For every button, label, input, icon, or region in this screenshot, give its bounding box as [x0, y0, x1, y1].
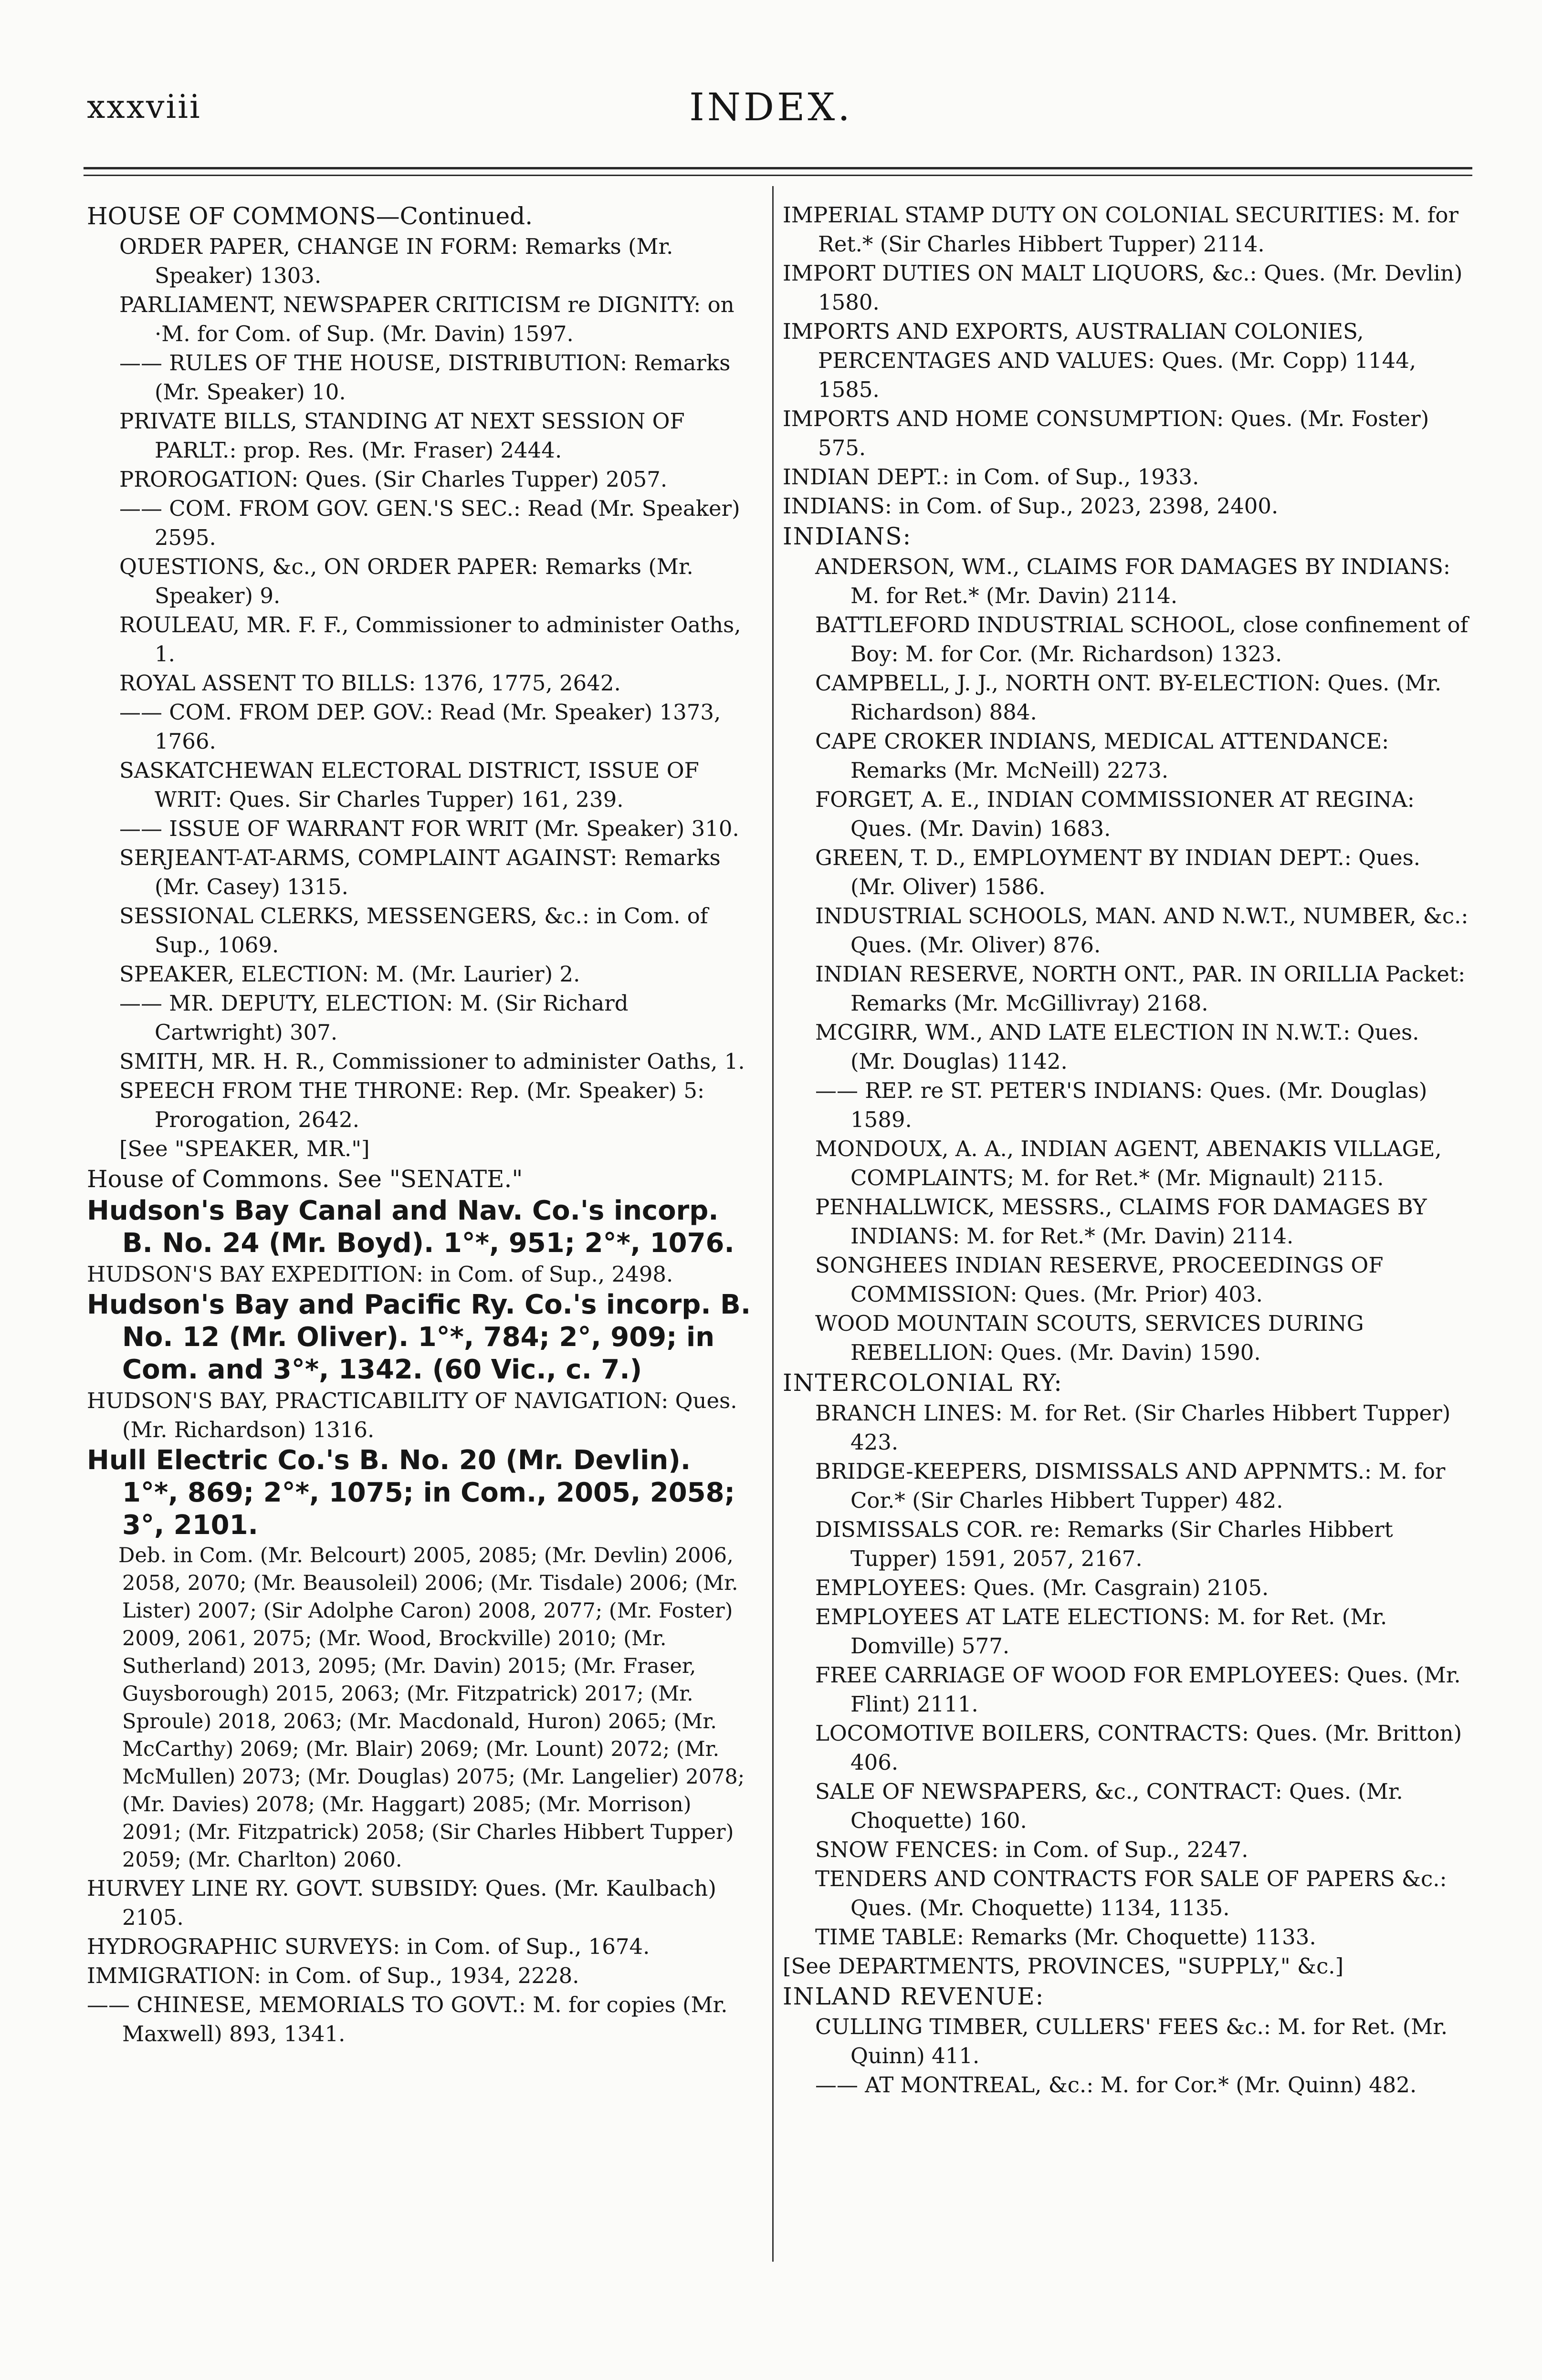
index-entry: Hudson's Bay and Pacific Ry. Co.'s incorp. B. No. 12 (Mr. Oliver). 1°*, 784; 2°, 909; in Com. and 3°*, 1342. (60 Vic., c. 7.) [87, 1289, 751, 1385]
index-entry: HUDSON'S BAY EXPEDITION: in Com. of Sup., 2498. [87, 1262, 673, 1287]
index-entry: FREE CARRIAGE OF WOOD FOR EMPLOYEES: Ques. (Mr. Flint) 2111. [815, 1662, 1461, 1717]
index-entry: TIME TABLE: Remarks (Mr. Choquette) 1133. [815, 1924, 1316, 1950]
index-entry: MONDOUX, A. A., INDIAN AGENT, ABENAKIS VILLAGE, COMPLAINTS; M. for Ret.* (Mr. Mignault) 2115. [815, 1136, 1442, 1190]
index-entry: IMPORT DUTIES ON MALT LIQUORS, &c.: Ques. (Mr. Devlin) 1580. [783, 261, 1463, 315]
index-entry: PARLIAMENT, NEWSPAPER CRITICISM re DIGNITY: on ·M. for Com. of Sup. (Mr. Davin) 1597. [119, 292, 734, 346]
left-column [87, 200, 755, 2048]
index-entry: INDUSTRIAL SCHOOLS, MAN. AND N.W.T., NUMBER, &c.: Ques. (Mr. Oliver) 876. [815, 903, 1469, 958]
index-entry: GREEN, T. D., EMPLOYMENT BY INDIAN DEPT.: Ques. (Mr. Oliver) 1586. [815, 845, 1421, 899]
index-entry: SNOW FENCES: in Com. of Sup., 2247. [815, 1837, 1248, 1862]
index-entry: IMMIGRATION: in Com. of Sup., 1934, 2228. [87, 1963, 579, 1988]
index-entry: Hudson's Bay Canal and Nav. Co.'s incorp. B. No. 24 (Mr. Boyd). 1°*, 951; 2°*, 1076. [87, 1195, 734, 1259]
index-entry: INDIAN RESERVE, NORTH ONT., PAR. IN ORILLIA Packet: Remarks (Mr. McGillivray) 2168. [815, 961, 1466, 1016]
header-rule-thin [84, 175, 1472, 176]
index-entry: —— AT MONTREAL, &c.: M. for Cor.* (Mr. Quinn) 482. [815, 2072, 1417, 2098]
index-entry: WOOD MOUNTAIN SCOUTS, SERVICES DURING REBELLION: Ques. (Mr. Davin) 1590. [815, 1311, 1364, 1365]
index-entry: ORDER PAPER, CHANGE IN FORM: Remarks (Mr. Speaker) 1303. [119, 234, 673, 288]
index-entry: EMPLOYEES AT LATE ELECTIONS: M. for Ret. (Mr. Domville) 577. [815, 1604, 1387, 1659]
index-entry: Hull Electric Co.'s B. No. 20 (Mr. Devlin). 1°*, 869; 2°*, 1075; in Com., 2005, 2058; 3°, 2101. [87, 1445, 735, 1541]
index-entry: PRIVATE BILLS, STANDING AT NEXT SESSION OF PARLT.: prop. Res. (Mr. Fraser) 2444. [119, 408, 685, 463]
index-entry: PROROGATION: Ques. (Sir Charles Tupper) 2057. [119, 467, 668, 492]
index-entry: IMPORTS AND EXPORTS, AUSTRALIAN COLONIES, PERCENTAGES AND VALUES: Ques. (Mr. Copp) 1144, 1585. [783, 319, 1416, 402]
index-entry: —— ISSUE OF WARRANT FOR WRIT (Mr. Speaker) 310. [119, 816, 739, 841]
index-entry: INDIANS: in Com. of Sup., 2023, 2398, 2400. [783, 493, 1279, 519]
index-entry: INTERCOLONIAL RY: [783, 1369, 1063, 1397]
index-entry: INDIAN DEPT.: in Com. of Sup., 1933. [783, 464, 1199, 490]
index-entry: [See DEPARTMENTS, PROVINCES, "SUPPLY," &c.] [783, 1953, 1344, 1979]
index-entry: SPEECH FROM THE THRONE: Rep. (Mr. Speaker) 5: Prorogation, 2642. [119, 1078, 705, 1132]
index-entry: SESSIONAL CLERKS, MESSENGERS, &c.: in Com. of Sup., 1069. [119, 903, 708, 958]
index-entry: —— CHINESE, MEMORIALS TO GOVT.: M. for copies (Mr. Maxwell) 893, 1341. [87, 1992, 728, 2046]
column-divider [772, 186, 774, 2262]
index-entry: SERJEANT-AT-ARMS, COMPLAINT AGAINST: Remarks (Mr. Casey) 1315. [119, 845, 721, 899]
index-entry: INDIANS: [783, 522, 912, 550]
header-rule [84, 167, 1472, 169]
index-entry: INLAND REVENUE: [783, 1983, 1045, 2010]
index-entry: EMPLOYEES: Ques. (Mr. Casgrain) 2105. [815, 1575, 1269, 1600]
index-entry: MCGIRR, WM., AND LATE ELECTION IN N.W.T.: Ques. (Mr. Douglas) 1142. [815, 1020, 1419, 1074]
index-entry: HUDSON'S BAY, PRACTICABILITY OF NAVIGATION: Ques. (Mr. Richardson) 1316. [87, 1388, 737, 1442]
index-entry: [See "SPEAKER, MR."] [119, 1136, 370, 1161]
index-entry: HOUSE OF COMMONS—Continued. [87, 202, 533, 230]
index-entry: SASKATCHEWAN ELECTORAL DISTRICT, ISSUE OF WRIT: Ques. Sir Charles Tupper) 161, 239. [119, 758, 699, 812]
index-entry: HURVEY LINE RY. GOVT. SUBSIDY: Ques. (Mr. Kaulbach) 2105. [87, 1876, 716, 1930]
index-entry: —— REP. re ST. PETER'S INDIANS: Ques. (Mr. Douglas) 1589. [815, 1078, 1427, 1132]
index-entry: SMITH, MR. H. R., Commissioner to administer Oaths, 1. [119, 1049, 745, 1074]
index-entry: —— COM. FROM GOV. GEN.'S SEC.: Read (Mr. Speaker) 2595. [119, 496, 740, 550]
page-title: INDEX. [689, 85, 853, 129]
index-entry: IMPORTS AND HOME CONSUMPTION: Ques. (Mr. Foster) 575. [783, 406, 1429, 460]
index-entry: ROYAL ASSENT TO BILLS: 1376, 1775, 2642. [119, 670, 621, 696]
index-entry: ROULEAU, MR. F. F., Commissioner to administer Oaths, 1. [119, 612, 741, 667]
index-entry: ANDERSON, WM., CLAIMS FOR DAMAGES BY INDIANS: M. for Ret.* (Mr. Davin) 2114. [815, 554, 1451, 608]
index-entry: SALE OF NEWSPAPERS, &c., CONTRACT: Ques. (Mr. Choquette) 160. [815, 1779, 1403, 1833]
index-entry: —— RULES OF THE HOUSE, DISTRIBUTION: Remarks (Mr. Speaker) 10. [119, 350, 731, 405]
index-entry: BRANCH LINES: M. for Ret. (Sir Charles Hibbert Tupper) 423. [815, 1400, 1451, 1455]
index-entry: CULLING TIMBER, CULLERS' FEES &c.: M. for Ret. (Mr. Quinn) 411. [815, 2014, 1448, 2068]
index-entry: FORGET, A. E., INDIAN COMMISSIONER AT REGINA: Ques. (Mr. Davin) 1683. [815, 787, 1415, 841]
index-entry: DISMISSALS COR. re: Remarks (Sir Charles Hibbert Tupper) 1591, 2057, 2167. [815, 1517, 1393, 1571]
index-entry: SONGHEES INDIAN RESERVE, PROCEEDINGS OF COMMISSION: Ques. (Mr. Prior) 403. [815, 1253, 1384, 1307]
index-entry: QUESTIONS, &c., ON ORDER PAPER: Remarks (Mr. Speaker) 9. [119, 554, 693, 608]
index-entry: BATTLEFORD INDUSTRIAL SCHOOL, close confinement of Boy: M. for Cor. (Mr. Richardson) 1323. [815, 612, 1469, 667]
index-entry: Deb. in Com. (Mr. Belcourt) 2005, 2085; (Mr. Devlin) 2006, 2058, 2070; (Mr. Beausoleil) 2006; (Mr. Tisdale) 2006; (Mr. Lister) 2007; (Sir Adolphe Caron) 2008, 2077; (Mr. Foster) 2009, 2061, 2075; (Mr. Wood, Brockville) 2010; (Mr. Sutherland) 2013, 2095; (Mr. Davin) 2015; (Mr. Fraser, Guysborough) 2015, 2063; (Mr. Fitzpatrick) 2017; (Mr. Sproule) 2018, 2063; (Mr. Macdonald, Huron) 2065; (Mr. McCarthy) 2069; (Mr. Blair) 2069; (Mr. Lount) 2072; (Mr. McMullen) 2073; (Mr. Douglas) 2075; (Mr. Langelier) 2078; (Mr. Davies) 2078; (Mr. Haggart) 2085; (Mr. Morrison) 2091; (Mr. Fitzpatrick) 2058; (Sir Charles Hibbert Tupper) 2059; (Mr. Charlton) 2060. [118, 1544, 745, 1872]
page-number: xxxviii [87, 88, 201, 126]
index-entry: House of Commons. See "SENATE." [87, 1165, 523, 1193]
index-entry: CAPE CROKER INDIANS, MEDICAL ATTENDANCE: Remarks (Mr. McNeill) 2273. [815, 729, 1389, 783]
index-entry: —— COM. FROM DEP. GOV.: Read (Mr. Speaker) 1373, 1766. [119, 699, 721, 754]
index-entry: CAMPBELL, J. J., NORTH ONT. BY-ELECTION: Ques. (Mr. Richardson) 884. [815, 670, 1442, 725]
index-entry: SPEAKER, ELECTION: M. (Mr. Laurier) 2. [119, 961, 580, 987]
index-entry: LOCOMOTIVE BOILERS, CONTRACTS: Ques. (Mr. Britton) 406. [815, 1721, 1462, 1775]
index-entry: HYDROGRAPHIC SURVEYS: in Com. of Sup., 1674. [87, 1934, 650, 1959]
index-entry: PENHALLWICK, MESSRS., CLAIMS FOR DAMAGES BY INDIANS: M. for Ret.* (Mr. Davin) 2114. [815, 1194, 1427, 1249]
index-entry: BRIDGE-KEEPERS, DISMISSALS AND APPNMTS.: M. for Cor.* (Sir Charles Hibbert Tupper) 482. [815, 1459, 1446, 1513]
right-column [783, 200, 1470, 2099]
index-entry: —— MR. DEPUTY, ELECTION: M. (Sir Richard Cartwright) 307. [119, 991, 629, 1045]
index-entry: TENDERS AND CONTRACTS FOR SALE OF PAPERS &c.: Ques. (Mr. Choquette) 1134, 1135. [815, 1866, 1447, 1921]
index-entry: IMPERIAL STAMP DUTY ON COLONIAL SECURITIES: M. for Ret.* (Sir Charles Hibbert Tupper) 2114. [783, 202, 1458, 257]
